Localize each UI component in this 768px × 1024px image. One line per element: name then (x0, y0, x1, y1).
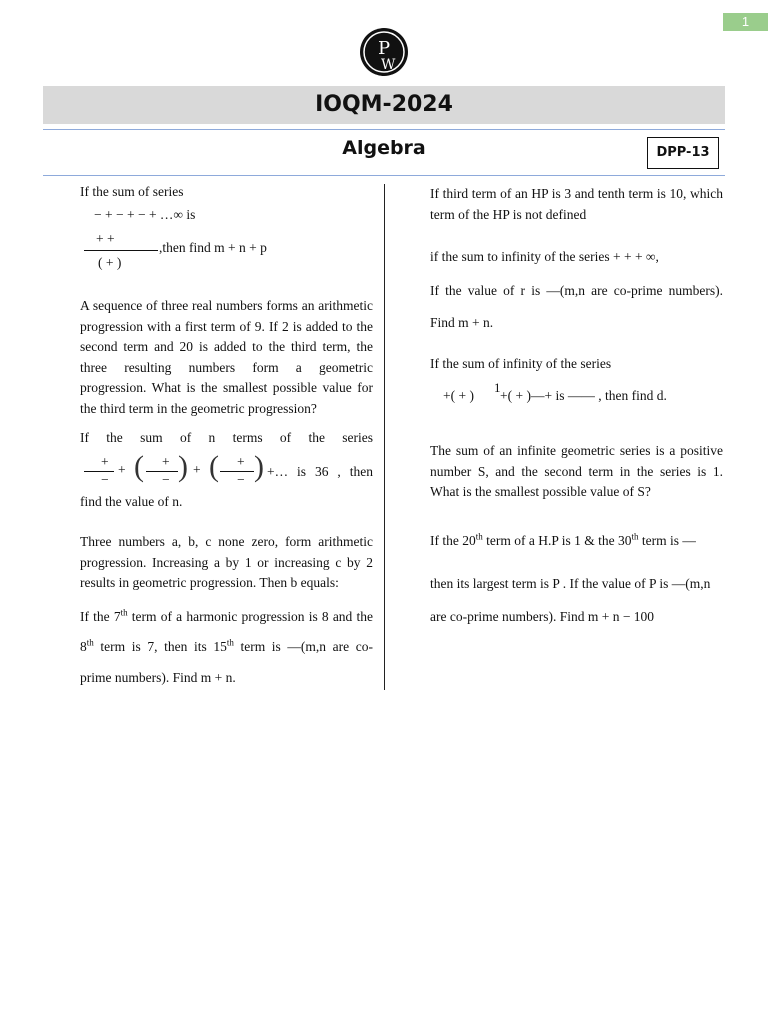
q1-fraction-denominator: ( + ) (98, 255, 122, 270)
q3-f2-num: + (162, 454, 170, 469)
q10-a: If the 20 (430, 533, 476, 548)
q5-a-sup: th (120, 607, 128, 618)
q1-series: − + − + − + …∞ is (94, 207, 196, 222)
q10-b: term of a H.P is 1 & the 30 (482, 533, 632, 548)
q3-f3-den: − (237, 472, 245, 487)
q5-e: term is —(m,n are co- (233, 639, 373, 654)
q3-intro: If the sum of n terms of the series (80, 430, 373, 445)
pw-logo (359, 25, 409, 79)
q10-line1 (430, 533, 696, 549)
q10-line3: are co-prime numbers). Find m + n − 100 (430, 609, 655, 624)
q4-text: Three numbers a, b, c none zero, form arithmetic progression. Increasing a by 1 or increasing c by 2 results in geometric progression. Then b equals: (80, 534, 373, 590)
q1-intro: If the sum of series (80, 184, 184, 199)
q3-f1-bar (84, 471, 114, 472)
page-number: 1 (723, 13, 768, 31)
q3-f1-den: − (101, 472, 109, 487)
question-4 (80, 532, 373, 594)
q9-text: The sum of an infinite geometric series is a positive number S, and the second term in the series is 1. What is the smallest possible value of S? (430, 443, 723, 499)
q5-a: If the 7 (80, 609, 121, 624)
q5-c-sup: th (86, 637, 94, 648)
q8-one: 1 (494, 380, 501, 395)
q8-expr: +( + ) (443, 388, 474, 403)
question-2 (80, 296, 373, 419)
q3-tail: +… is 36 , then (267, 464, 373, 479)
q3-plus-2: + (193, 462, 201, 477)
question-6 (430, 184, 723, 225)
q3-paren-close-2: ) (254, 450, 264, 483)
header-rule-bottom (43, 175, 725, 176)
q3-f1-num: + (101, 454, 109, 469)
q10-c: term is — (638, 533, 696, 548)
q7-line2: If the value of r is —(m,n are co-prime numbers). (430, 283, 723, 298)
q8-intro: If the sum of infinity of the series (430, 356, 612, 371)
q3-f3-num: + (237, 454, 245, 469)
q5-c: 8 (80, 639, 87, 654)
exam-title: IOQM-2024 (315, 92, 453, 117)
q1-fraction-bar (84, 250, 158, 251)
q2-text: A sequence of three real numbers forms an arithmetic progression with a first term of 9. If 2 is added to the second term and 20 is added to the third term, the three resulting numbers form a geometric progression. What is the smallest possible value for the third term in the geometric progression? (80, 298, 373, 416)
q7-line3: Find m + n. (430, 315, 494, 330)
q3-paren-open-1: ( (134, 450, 144, 483)
q8-expr2: +( + )—+ is —— , then find d. (500, 388, 667, 403)
q5-f: prime numbers). Find m + n. (80, 670, 236, 685)
q10-b-sup: th (631, 531, 639, 542)
q1-tail: ,then find m + n + p (159, 240, 267, 255)
q3-end: find the value of n. (80, 494, 183, 509)
question-9 (430, 441, 723, 503)
q3-f2-den: − (162, 472, 170, 487)
q10-line2: then its largest term is P . If the value of P is —(m,n (430, 576, 711, 591)
exam-title-band (43, 86, 725, 124)
logo-letter-p: P (378, 38, 391, 59)
column-divider (384, 184, 385, 690)
header-rule-top (43, 129, 725, 130)
logo-letter-w: W (381, 57, 396, 73)
dpp-label: DPP-13 (647, 137, 719, 169)
q3-plus-1: + (118, 462, 126, 477)
q5-d: term is 7, then its 15 (93, 639, 227, 654)
q5-d-sup: th (226, 637, 234, 648)
q3-paren-close-1: ) (178, 450, 188, 483)
q5-b: term of a harmonic progression is 8 and the (127, 609, 373, 624)
q1-fraction-numerator: + + (96, 231, 115, 246)
q7-line1: if the sum to infinity of the series + + + ∞, (430, 249, 659, 264)
q3-paren-open-2: ( (209, 450, 219, 483)
q6-text: If third term of an HP is 3 and tenth term is 10, which term of the HP is not defined (430, 186, 723, 222)
q10-a-sup: th (475, 531, 483, 542)
subject-title: Algebra (342, 137, 426, 159)
